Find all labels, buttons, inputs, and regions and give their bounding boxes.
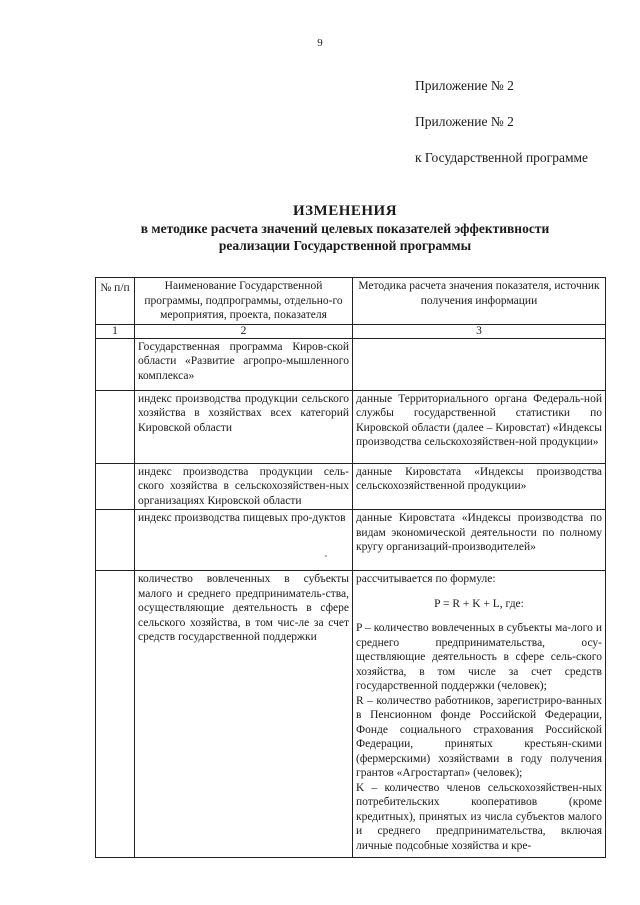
row-name: Государственная программа Киров-ской области «Развитие агропро-мышленного комплекса» bbox=[135, 338, 353, 390]
title-sub-1: в методике расчета значений целевых показателей эффективности bbox=[140, 221, 550, 236]
row-number bbox=[96, 463, 135, 510]
column-numbers-row bbox=[96, 324, 606, 338]
row-number bbox=[96, 390, 135, 463]
row-number bbox=[96, 510, 135, 571]
row-number bbox=[96, 571, 135, 858]
table-row bbox=[96, 463, 606, 510]
appendix-line-2: Приложение № 2 bbox=[415, 114, 514, 129]
row-method bbox=[353, 338, 606, 390]
table-row bbox=[96, 571, 606, 858]
title-sub-2: реализации Государственной программы bbox=[218, 238, 472, 253]
appendix-line-3: к Государственной программе bbox=[415, 150, 589, 165]
header-number: № п/п bbox=[96, 278, 135, 325]
row-name: индекс производства пищевых про-дуктов bbox=[135, 510, 353, 571]
scan-speck bbox=[325, 555, 327, 557]
formula: P = R + K + L, где: bbox=[434, 597, 524, 610]
row-method: данные Кировстата «Индексы производства по видам экономической деятельности по полному кругу организаций-производителей» bbox=[353, 510, 606, 571]
table-header-row bbox=[96, 278, 606, 325]
appendix-line-1: Приложение № 2 bbox=[415, 78, 514, 93]
page-number: 9 bbox=[317, 37, 323, 49]
column-number-1: 1 bbox=[96, 324, 135, 338]
header-method: Методика расчета значения показателя, источник получения информации bbox=[353, 278, 606, 325]
definition-p: P – количество вовлеченных в субъекты ма-лого и среднего предпринимательства, осу-ществляющие деятельность в сфере сель-ского хозяйства, в том числе за счет средств государственной поддержки (человек); bbox=[356, 622, 602, 692]
document-title bbox=[95, 203, 595, 254]
column-number-3: 3 bbox=[353, 324, 606, 338]
table-row bbox=[96, 390, 606, 463]
definition-k: K – количество членов сельскохозяйствен-ных потребительских кооперативов (кроме кредитных), принятых из числа субъектов малого и среднего предпринимательства, включая личные подсобные хозяйства и кре- bbox=[356, 781, 602, 852]
method-intro: рассчитывается по формуле: bbox=[356, 573, 496, 585]
column-number-2: 2 bbox=[135, 324, 353, 338]
row-method: данные Территориального органа Федераль-ной службы государственной статистики по Кировской области (далее – Кировстат) «Индексы производства сельскохозяйствен-ной продукции» bbox=[353, 390, 606, 463]
row-name: индекс производства продукции сель-ского хозяйства в сельскохозяйствен-ных организациях Кировской области bbox=[135, 463, 353, 510]
row-method: данные Кировстата «Индексы производства сельскохозяйственной продукции» bbox=[353, 463, 606, 510]
title-main: ИЗМЕНЕНИЯ bbox=[292, 203, 398, 219]
definition-r: R – количество работников, зарегистриро-ванных в Пенсионном фонде Российской Федерации, Фонде социального страхования Российской Федерации, принятых крестьян-скими (фермерскими) хозяйствами в году получения грантов «Агростартап» (человек); bbox=[356, 694, 602, 779]
row-name: количество вовлеченных в субъекты малого и среднего предприниматель-ства, осуществляющие деятельность в сфере сельского хозяйства, в том чис-ле за счет средств государственной поддержки bbox=[135, 571, 353, 858]
row-number bbox=[96, 338, 135, 390]
table-row bbox=[96, 510, 606, 571]
header-name: Наименование Государственной программы, подпрограммы, отдельно-го мероприятия, проекта, показателя bbox=[135, 278, 353, 325]
indicators-table bbox=[95, 277, 606, 858]
table-row bbox=[96, 338, 606, 390]
row-method bbox=[353, 571, 606, 858]
row-name: индекс производства продукции сельского хозяйства в хозяйствах всех категорий Кировской области bbox=[135, 390, 353, 463]
